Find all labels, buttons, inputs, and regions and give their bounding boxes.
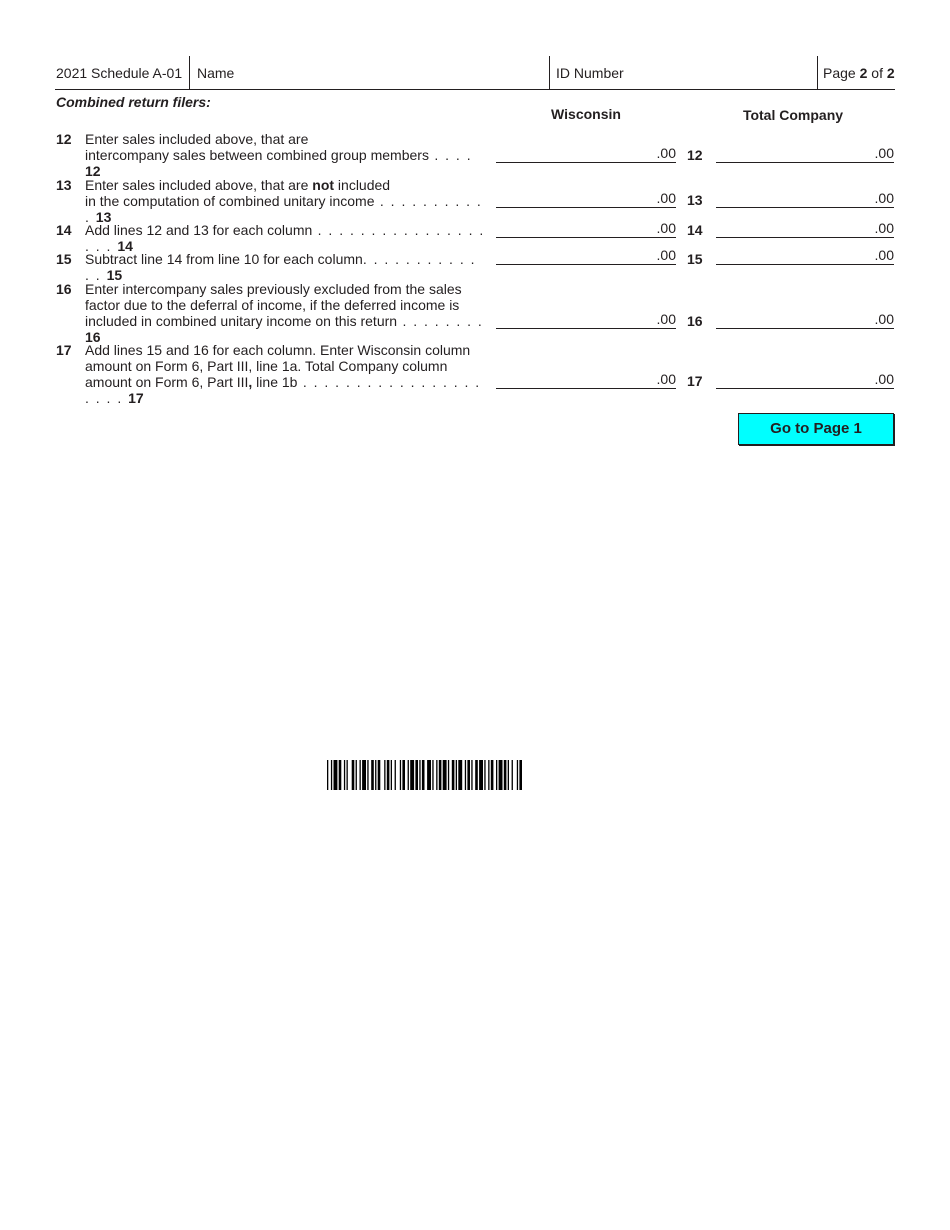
header-divider — [549, 56, 550, 89]
line-number: 13 — [687, 192, 703, 208]
barcode-bar — [344, 760, 345, 790]
barcode-bar — [436, 760, 437, 790]
barcode-bar — [491, 760, 494, 790]
barcode-bar — [400, 760, 401, 790]
schedule-title: 2021 Schedule A-01 — [56, 65, 183, 81]
page-indicator: Page 2 of 2 — [823, 65, 895, 81]
barcode-bar — [331, 760, 332, 790]
barcode-bar — [375, 760, 376, 790]
barcode-bar — [356, 760, 357, 790]
total-line-14-input[interactable]: .00 — [716, 219, 894, 238]
barcode-bar — [471, 760, 472, 790]
barcode-bar — [456, 760, 457, 790]
barcode-bar — [410, 760, 414, 790]
barcode-bar — [334, 760, 338, 790]
column-header-total-company: Total Company — [742, 107, 844, 123]
line-number: 15 — [687, 251, 703, 267]
barcode-bar — [387, 760, 390, 790]
id-number-label: ID Number — [556, 65, 624, 81]
barcode-bar — [432, 760, 433, 790]
line-number: 14 — [56, 222, 72, 238]
barcode-image — [327, 760, 623, 790]
barcode-bar — [479, 760, 483, 790]
barcode-bar — [391, 760, 392, 790]
barcode-bar — [488, 760, 489, 790]
line-number: 12 — [687, 147, 703, 163]
line-number: 14 — [687, 222, 703, 238]
wisconsin-line-14-input[interactable]: .00 — [496, 219, 676, 238]
total-line-17-input[interactable]: .00 — [716, 370, 894, 389]
line-description: Add lines 15 and 16 for each column. Enter Wisconsin column amount on Form 6, Part III, line 1a. Total Company column amount on Form 6, Part III, line 1b . . . . . . . . . . . . . . . . . . . . . 17 — [85, 342, 481, 406]
line-description: Enter sales included above, that are not included in the computation of combined unitary income . . . . . . . . . . . 13 — [85, 177, 483, 225]
line-number: 17 — [687, 373, 703, 389]
barcode-bar — [422, 760, 425, 790]
line-description: Add lines 12 and 13 for each column . . . . . . . . . . . . . . . . . . . 14 — [85, 222, 485, 254]
wisconsin-line-16-input[interactable]: .00 — [496, 310, 676, 329]
barcode-bar — [352, 760, 355, 790]
line-number: 16 — [56, 281, 72, 297]
barcode-bar — [475, 760, 478, 790]
line-number: 12 — [56, 131, 72, 147]
header-divider — [189, 56, 190, 89]
total-line-16-input[interactable]: .00 — [716, 310, 894, 329]
barcode-bar — [439, 760, 442, 790]
barcode-bar — [465, 760, 466, 790]
line-number: 17 — [56, 342, 72, 358]
barcode-bar — [360, 760, 361, 790]
total-line-12-input[interactable]: .00 — [716, 144, 894, 163]
line-description: Enter sales included above, that are intercompany sales between combined group members . . . . 12 — [85, 131, 473, 179]
barcode-bar — [408, 760, 409, 790]
barcode-bar — [484, 760, 485, 790]
wisconsin-line-15-input[interactable]: .00 — [496, 246, 676, 265]
barcode-bar — [448, 760, 449, 790]
barcode-bar — [378, 760, 381, 790]
total-line-15-input[interactable]: .00 — [716, 246, 894, 265]
wisconsin-line-17-input[interactable]: .00 — [496, 370, 676, 389]
line-description: Subtract line 14 from line 10 for each column. . . . . . . . . . . . . 15 — [85, 251, 476, 283]
barcode-bar — [452, 760, 455, 790]
barcode-bar — [427, 760, 431, 790]
barcode-bar — [362, 760, 366, 790]
header-divider — [817, 56, 818, 89]
barcode-bar — [512, 760, 513, 790]
barcode-bar — [467, 760, 470, 790]
name-label: Name — [197, 65, 235, 81]
barcode-bar — [395, 760, 396, 790]
line-number: 15 — [56, 251, 72, 267]
barcode-bar — [517, 760, 518, 790]
barcode-bar — [508, 760, 509, 790]
barcode-bar — [339, 760, 342, 790]
barcode-bar — [519, 760, 522, 790]
barcode-bar — [347, 760, 348, 790]
section-title: Combined return filers: — [56, 94, 211, 110]
line-number: 13 — [56, 177, 72, 193]
barcode-bar — [415, 760, 418, 790]
barcode-bar — [367, 760, 368, 790]
barcode-bar — [371, 760, 374, 790]
barcode-bar — [504, 760, 507, 790]
line-number: 16 — [687, 313, 703, 329]
barcode-bar — [402, 760, 405, 790]
form-header — [55, 56, 895, 90]
go-to-page-1-button[interactable]: Go to Page 1 — [738, 413, 894, 445]
barcode-bar — [419, 760, 420, 790]
line-description: Enter intercompany sales previously excluded from the sales factor due to the deferral of income, if the deferred income is included in combined unitary income on this return . . . . . . . . 16 — [85, 281, 484, 345]
barcode-bar — [443, 760, 447, 790]
wisconsin-line-13-input[interactable]: .00 — [496, 189, 676, 208]
barcode-bar — [496, 760, 497, 790]
wisconsin-line-12-input[interactable]: .00 — [496, 144, 676, 163]
barcode-bar — [499, 760, 503, 790]
column-header-wisconsin: Wisconsin — [551, 106, 621, 122]
total-line-13-input[interactable]: .00 — [716, 189, 894, 208]
barcode-bar — [327, 760, 328, 790]
barcode-bar — [384, 760, 385, 790]
barcode-bar — [458, 760, 462, 790]
